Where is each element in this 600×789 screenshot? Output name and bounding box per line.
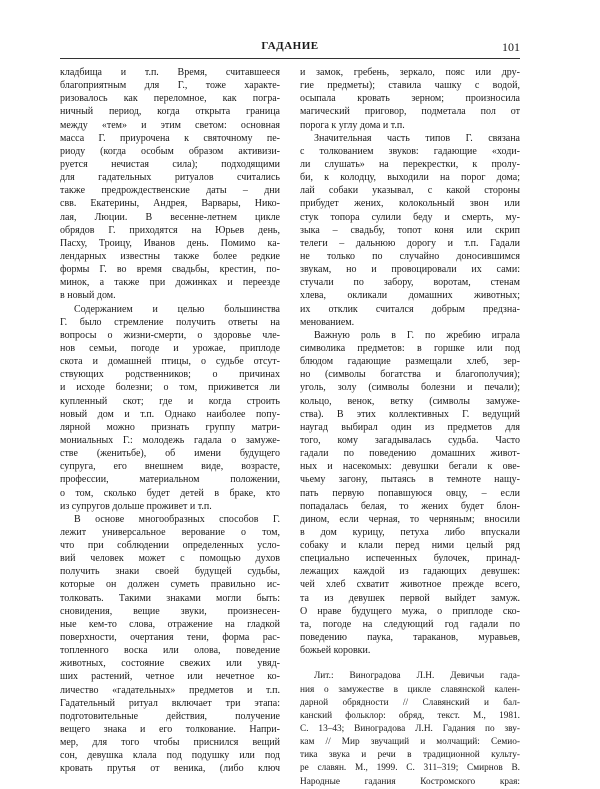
text-line: и исходе болезни; о том, приживется ли	[60, 382, 280, 394]
text-line: и замок, гребень, зеркало, пояс или дру-	[300, 67, 520, 78]
text-line: супруга, его внешнем виде, возрасте,	[60, 461, 280, 473]
text-line: собаку и клали перед ними целый ряд	[300, 540, 520, 552]
text-line: попадалась белая, то жених будет блон-	[300, 500, 520, 512]
right-column	[300, 66, 520, 789]
text-line: кам // Мир звучащий и молчащий: Семио-	[300, 737, 520, 748]
text-line: осыпала кровать зерном; произносила	[300, 93, 520, 105]
text-line: стук топора сулили беду и смерть, му-	[300, 211, 520, 223]
text-line: мер, для того чтобы приснился вещий	[60, 737, 280, 749]
text-line: ных и насекомых: девушки бегали к ове-	[300, 461, 520, 473]
text-line: Значительная часть типов Г. связана	[314, 132, 520, 144]
text-line: ли слушать» на перекрестки, к пролу-	[300, 158, 520, 170]
text-line: новый дом и т.п. Однако наиболее попу-	[60, 408, 280, 420]
text-line: обрядов Г. приходятся на Юрьев день,	[60, 224, 280, 236]
text-line: но (символы богатства и благополучия);	[300, 369, 520, 381]
text-line: формы Г. во время свадьбы, крестин, по-	[60, 264, 280, 276]
text-line: риоду (когда особым образом активизи-	[60, 145, 280, 157]
text-line: Важную роль в Г. по жребию играла	[314, 329, 520, 341]
text-line: Содержанием и целью большинства	[74, 303, 280, 315]
text-line: купленный скот; где и когда строить	[60, 395, 280, 407]
page-number: 101	[502, 40, 520, 54]
text-line: топленного воска или олова, поведение	[60, 645, 280, 657]
text-line: лярной можно признать группу матри-	[60, 421, 280, 433]
text-line: лай собаки указывал, с какой стороны	[300, 185, 520, 197]
text-line: также предрождественские даты – дни	[60, 185, 280, 197]
text-line: чьему загону, пытаясь в темноте нащу-	[300, 474, 520, 486]
text-line: прибудет жених, колокольный звон или	[300, 198, 520, 210]
text-line: поведению паука, тараканов, муравьев,	[300, 632, 520, 644]
text-line: стве (женитьбе), об имени будущего	[60, 448, 280, 460]
text-line: Г. было стремление получить ответы на	[60, 316, 280, 328]
text-line: лежит универсальное верование о том,	[60, 526, 280, 538]
text-line: кровать прутья от веника, (либо ключ	[60, 763, 280, 775]
text-line: В основе многообразных способов Г.	[74, 513, 280, 525]
text-line: ствующих родственников; о причинах	[60, 369, 280, 381]
text-line: пать первую попавшуюся овцу, – если	[300, 487, 520, 499]
text-line: поверхности, очертания тени, форма рас-	[60, 632, 280, 644]
text-line: та из девушек первой выйдет замуж.	[300, 592, 520, 604]
text-line: из супругов дольше проживет и т.п.	[60, 500, 212, 512]
text-line: звукам, но и провоцировали их сами:	[300, 264, 520, 276]
text-line: нов семьи, погоде и урожае, приплоде	[60, 342, 280, 354]
text-line: ре славян. М., 1999. С. 311–319; Смирнов В.	[300, 763, 520, 774]
text-line: специально испеченных булочек, принад-	[300, 553, 520, 565]
text-line: Лит.: Виноградова Л.Н. Девичьи гада-	[314, 671, 520, 682]
text-line: ших растений, четное или нечетное ко-	[60, 671, 280, 683]
text-line: с толкованием звуков: гадающие «ходи-	[300, 145, 520, 157]
text-line: свв. Екатерины, Андрея, Варвары, Нико-	[60, 198, 280, 210]
text-line: ния о замужестве в цикле славянской кален-	[300, 684, 520, 695]
text-line: того, кому загадывалась судьба. Часто	[300, 434, 520, 446]
text-line: между «тем» и этим светом: основная	[60, 119, 280, 131]
text-line: которые он должен суметь правильно ис-	[60, 579, 280, 591]
text-line: личество «гадательных» предметов и т.п.	[60, 684, 280, 696]
text-line: ные кем-то слова, отражение на гладкой	[60, 618, 280, 630]
text-line	[300, 657, 520, 670]
text-line: вий человек может с помощью духов	[60, 553, 280, 565]
text-line: Народные гадания Костромского края:	[300, 776, 520, 787]
text-line: стучали по забору, воротам, стенам	[300, 277, 520, 289]
text-line: благоприятным для Г., тоже характе-	[60, 80, 280, 92]
text-line: порога к углу дома и т.п.	[300, 119, 405, 131]
text-line: руется нечистая сила); подходящими	[60, 158, 280, 170]
text-line: би, к колодцу, выходили на порог дома;	[300, 172, 520, 184]
text-line: тика звука и речи в традиционной культу-	[300, 750, 520, 761]
text-line: подготовительные действия, получение	[60, 710, 280, 722]
text-line: животных, состояние свежих или увяд-	[60, 658, 280, 670]
text-line: уголь, золу (символы болезни и печали);	[300, 382, 520, 394]
text-line: гадали по поведению домашних живот-	[300, 448, 520, 460]
text-line: вопросы о жизни-смерти, о здоровье чле-	[60, 329, 280, 341]
left-column	[60, 66, 280, 776]
text-line: ства). В этих коллективных Г. ведущий	[300, 408, 520, 420]
text-line: наугад выбирал один из предметов для	[300, 421, 520, 433]
text-line: сновидения, вещие звуки, произнесен-	[60, 605, 280, 617]
text-line: божьей коровки.	[300, 645, 371, 657]
text-line: толковать. Такими знаками могли быть:	[60, 592, 280, 604]
text-line: телеги – дальнюю дорогу и т.п. Гадали	[300, 237, 520, 249]
text-line: получить знаки своей будущей судьбы,	[60, 566, 280, 578]
text-line: их отклик считался добрым предзна-	[300, 303, 520, 315]
text-line: Пасху, Троицу, Иванов день. Помимо ка-	[60, 237, 280, 249]
text-line: хлева, окликали домашних животных;	[300, 290, 520, 302]
text-line: скота и домашней птицы, о судьбе отсут-	[60, 356, 280, 368]
running-head	[60, 40, 520, 58]
text-line: сон, девушка клала под подушку или под	[60, 750, 280, 762]
text-line: Гадательный ритуал включает три этапа:	[60, 697, 280, 709]
text-line: блюдом гадающие размещали хлеб, зер-	[300, 356, 520, 368]
text-line: дарной обрядности // Славянский и бал-	[300, 697, 520, 708]
text-line: ничный период, когда открыта граница	[60, 106, 280, 118]
text-line: профессии, материальном положении,	[60, 474, 280, 486]
text-line: канский фольклор: обряд, текст. М., 1981.	[300, 710, 520, 721]
text-line: мониальных Г.: молодежь гадала о замуже-	[60, 434, 280, 446]
text-line: минок, а также при дожинках и переезде	[60, 277, 280, 289]
text-line: зыка – свадьбу, топот коня или скрип	[300, 224, 520, 236]
text-line: о том, сколько будет детей в браке, кто	[60, 487, 280, 499]
text-line: что при соблюдении определенных усло-	[60, 540, 280, 552]
text-line: лежащих каждой из гадающих девушек:	[300, 566, 520, 578]
text-line: в новый дом.	[60, 290, 116, 302]
text-line: кольцо, венок, ветку (символы замуже-	[300, 395, 520, 407]
text-line: масса Г. приурочена к святочному пе-	[60, 132, 280, 144]
text-line: С. 13–43; Виноградова Л.Н. Гадания по зву-	[300, 724, 520, 735]
text-line: магический приговор, подметала пол от	[300, 106, 520, 118]
text-line: О нраве будущего мужа, о приплоде ско-	[300, 605, 520, 617]
header-rule	[60, 58, 520, 59]
text-line: лендарных известны также более редкие	[60, 250, 280, 262]
text-line: кладбища и т.п. Время, считавшееся	[60, 67, 280, 78]
text-line: та, погоде на следующий год гадали по	[300, 618, 520, 630]
text-line: лая, Люции. В весенне-летнем цикле	[60, 211, 280, 223]
text-line: не только по случайно доносившимся	[300, 250, 520, 262]
text-line: чей хлеб схватит животное прежде всего,	[300, 579, 520, 591]
text-line: в дом курицу, петуха либо впускали	[300, 526, 520, 538]
running-title: ГАДАНИЕ	[261, 40, 319, 52]
text-line: гие предметы); ставила чашку с водой,	[300, 80, 520, 92]
text-line: ризовалось как переломное, как погра-	[60, 93, 280, 105]
text-line: символика предметов: в горшке или под	[300, 342, 520, 354]
text-line: вещего знака и его толкование. Напри-	[60, 724, 280, 736]
text-line: дином, если черная, то черняным; вносили	[300, 513, 520, 525]
text-line: менованием.	[300, 316, 355, 328]
text-line: для гадательных ритуалов считались	[60, 172, 280, 184]
